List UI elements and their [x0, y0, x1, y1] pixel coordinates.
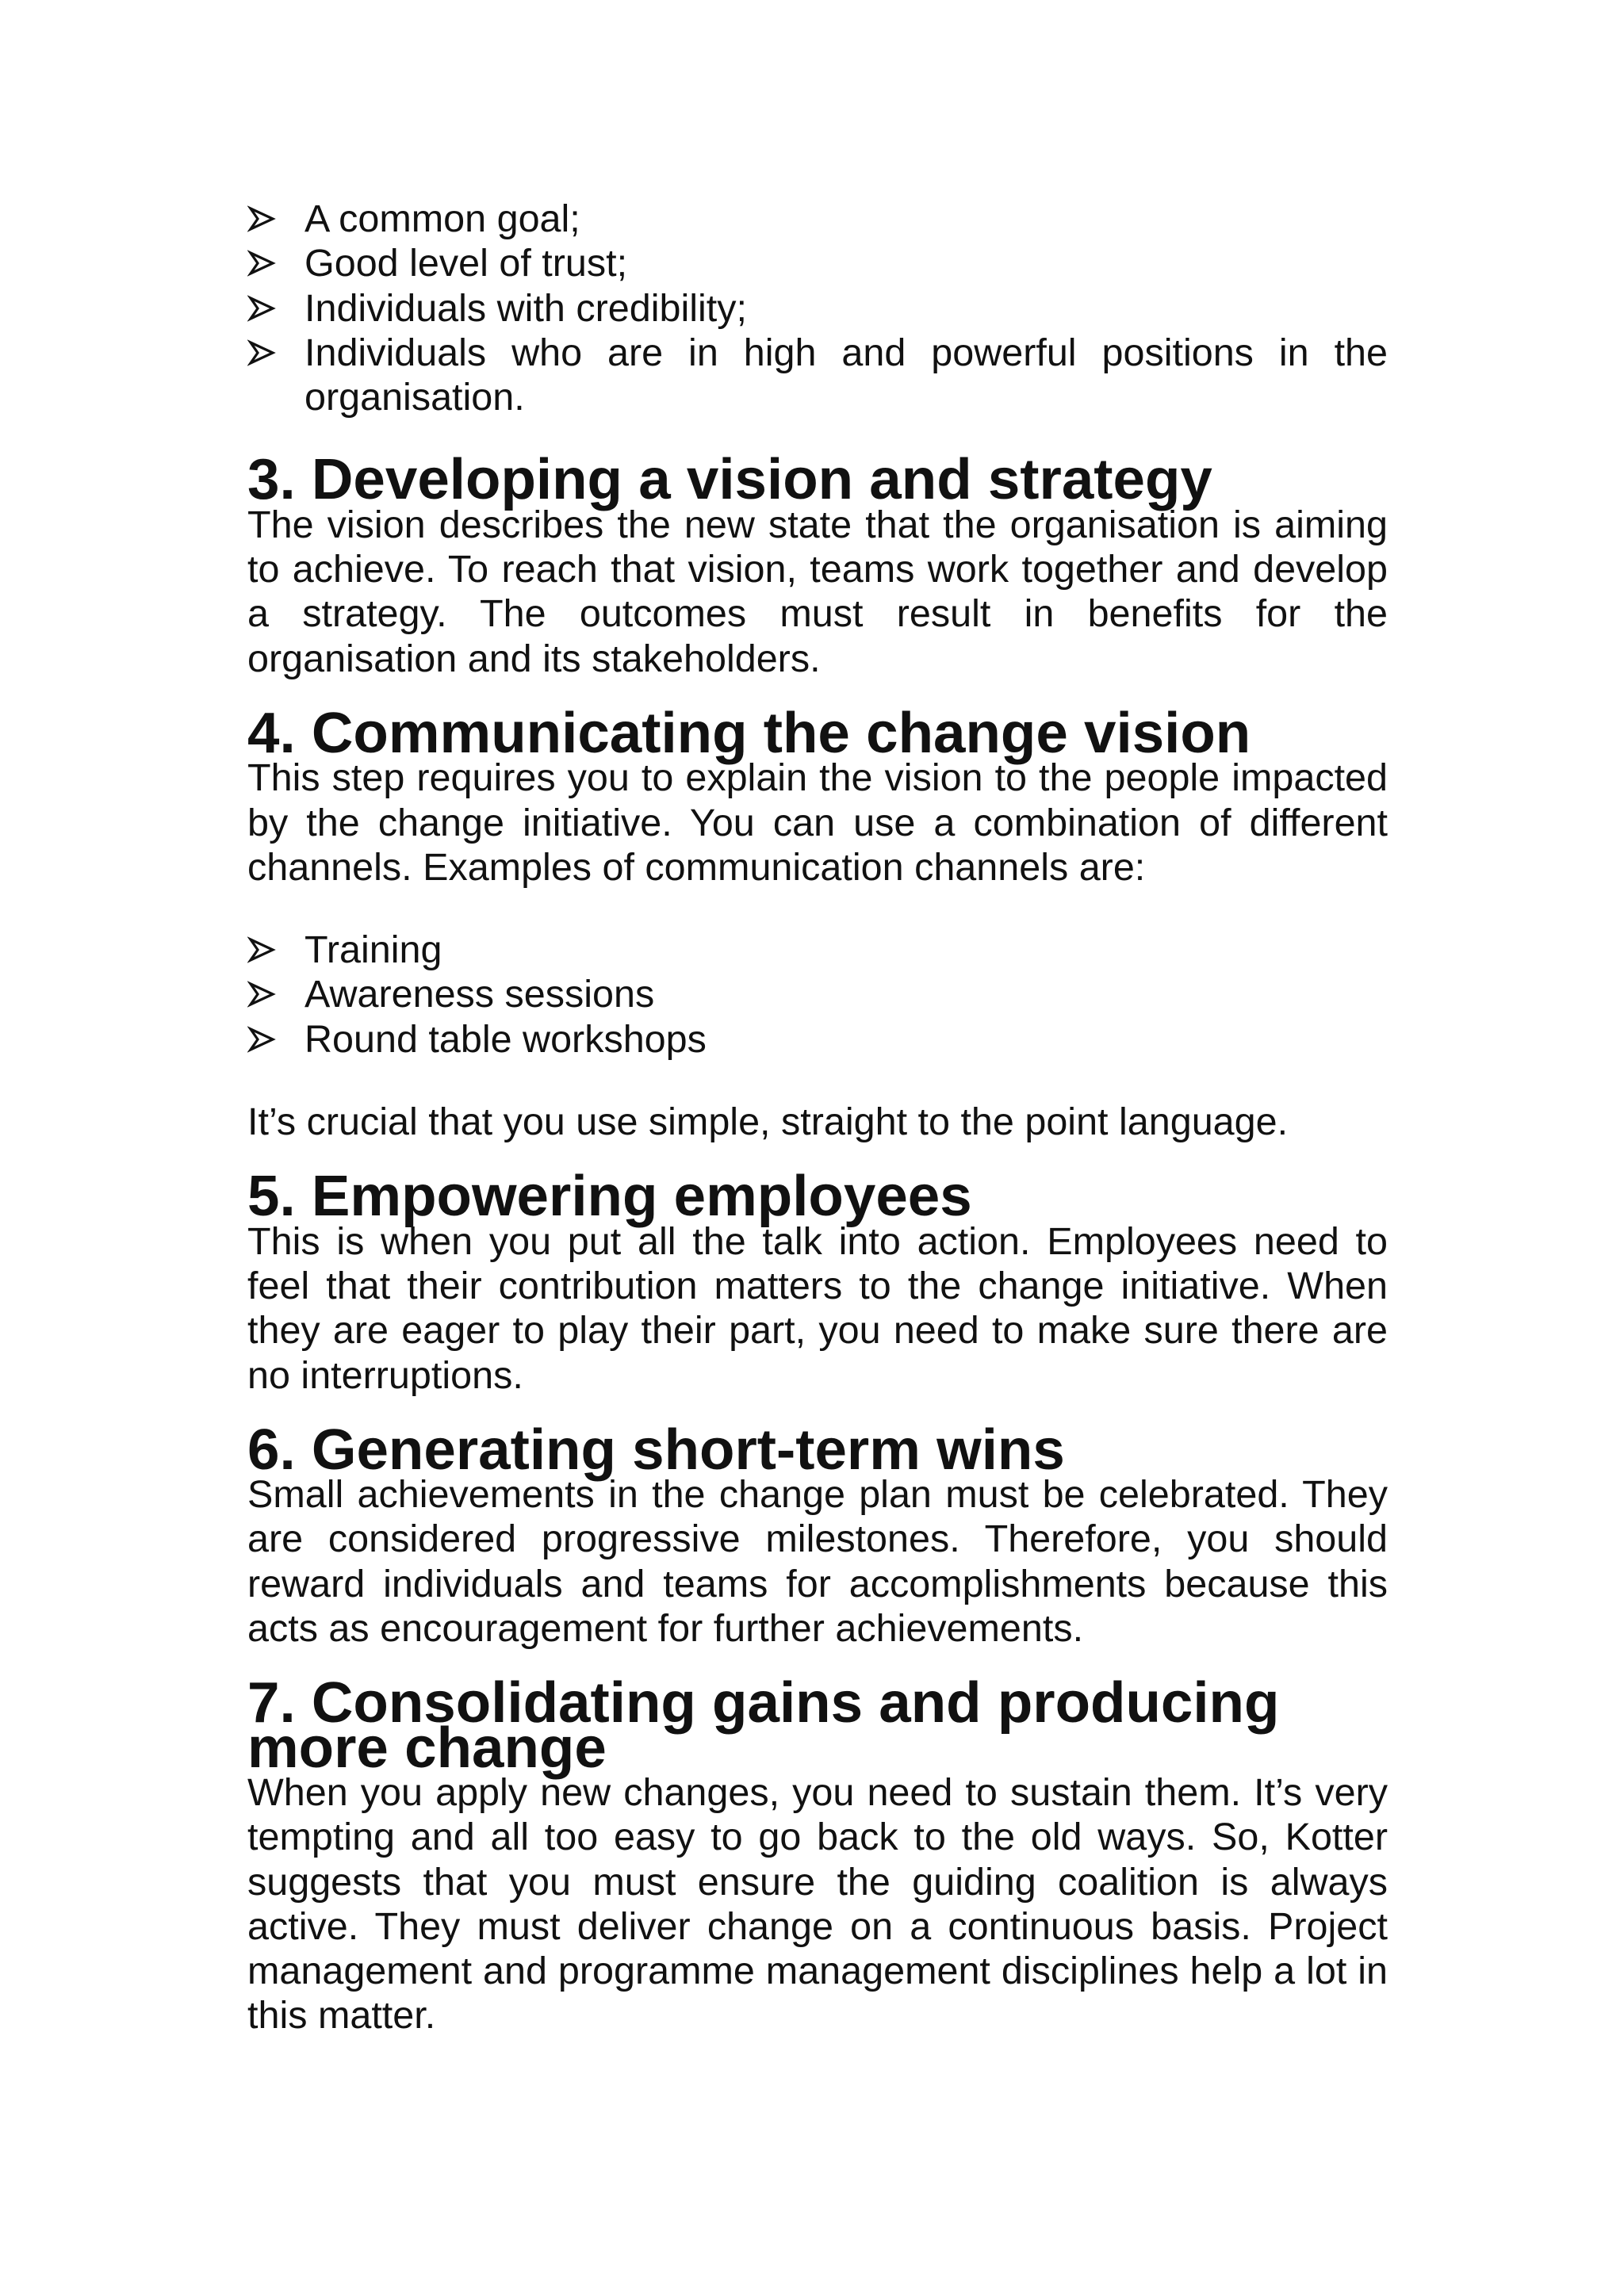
section-heading: 5. Empowering employees [247, 1164, 972, 1229]
section-empowering-employees [247, 1164, 1388, 1397]
list-item [247, 241, 1388, 285]
channels-bullet-list [247, 928, 1388, 1062]
section-closing-paragraph: It’s crucial that you use simple, straight to the point language. [247, 1100, 1289, 1144]
arrowhead-bullet-icon [247, 972, 276, 1016]
list-item-text: Good level of trust; [304, 242, 628, 285]
list-item [247, 1017, 1388, 1062]
section-paragraph: When you apply new changes, you need to sustain them. It’s very tempting and all too easy to go back to the old ways. So, Kotter suggests that you must ensure the guiding coalition is always active. They must deliver change on a continuous basis. Project management and programme management disciplines help a lot in this matter. [247, 1770, 1388, 2038]
arrowhead-bullet-icon [247, 286, 276, 331]
section-heading: 6. Generating short-term wins [247, 1417, 1065, 1482]
section-heading: 4. Communicating the change vision [247, 700, 1251, 765]
list-item-text: A common goal; [304, 197, 580, 240]
section-paragraph: This step requires you to explain the vision to the people impacted by the change initiative. You can use a combination of different channels. Examples of communication channels are: [247, 756, 1388, 889]
intro-bullet-list [247, 197, 1388, 419]
list-item-text: Individuals with credibility; [304, 286, 747, 330]
arrowhead-bullet-icon [247, 1017, 276, 1062]
section-paragraph: Small achievements in the change plan must be celebrated. They are considered progressive milestones. Therefore, you should reward individuals and teams for accomplishments because this acts as encouragement for further achievements. [247, 1473, 1388, 1651]
section-short-term-wins [247, 1417, 1388, 1651]
list-item-text: Training [304, 928, 442, 972]
list-item [247, 286, 1388, 331]
list-item [247, 197, 1388, 241]
arrowhead-bullet-icon [247, 241, 276, 285]
list-item [247, 928, 1388, 972]
list-item [247, 331, 1388, 420]
list-item-text: Round table workshops [304, 1017, 707, 1061]
section-developing-vision [247, 447, 1388, 680]
section-consolidating-gains [247, 1670, 1388, 2038]
arrowhead-bullet-icon [247, 928, 276, 972]
section-communicating-vision [247, 700, 1388, 1144]
section-paragraph: This is when you put all the talk into action. Employees need to feel that their contribution matters to the change initiative. When they are eager to play their part, you need to make sure there are no interruptions. [247, 1219, 1388, 1397]
list-item-text: Individuals who are in high and powerful positions in the organisation. [304, 331, 1388, 419]
section-heading: 3. Developing a vision and strategy [247, 447, 1212, 512]
document-page [247, 197, 1388, 2038]
list-item [247, 972, 1388, 1016]
list-item-text: Awareness sessions [304, 973, 655, 1016]
arrowhead-bullet-icon [247, 331, 276, 375]
section-paragraph: The vision describes the new state that the organisation is aiming to achieve. To reach that vision, teams work together and develop a strategy. The outcomes must result in benefits for the organisation and its stakeholders. [247, 503, 1388, 680]
arrowhead-bullet-icon [247, 197, 276, 241]
section-heading: 7. Consolidating gains and producing more change [247, 1670, 1280, 1780]
